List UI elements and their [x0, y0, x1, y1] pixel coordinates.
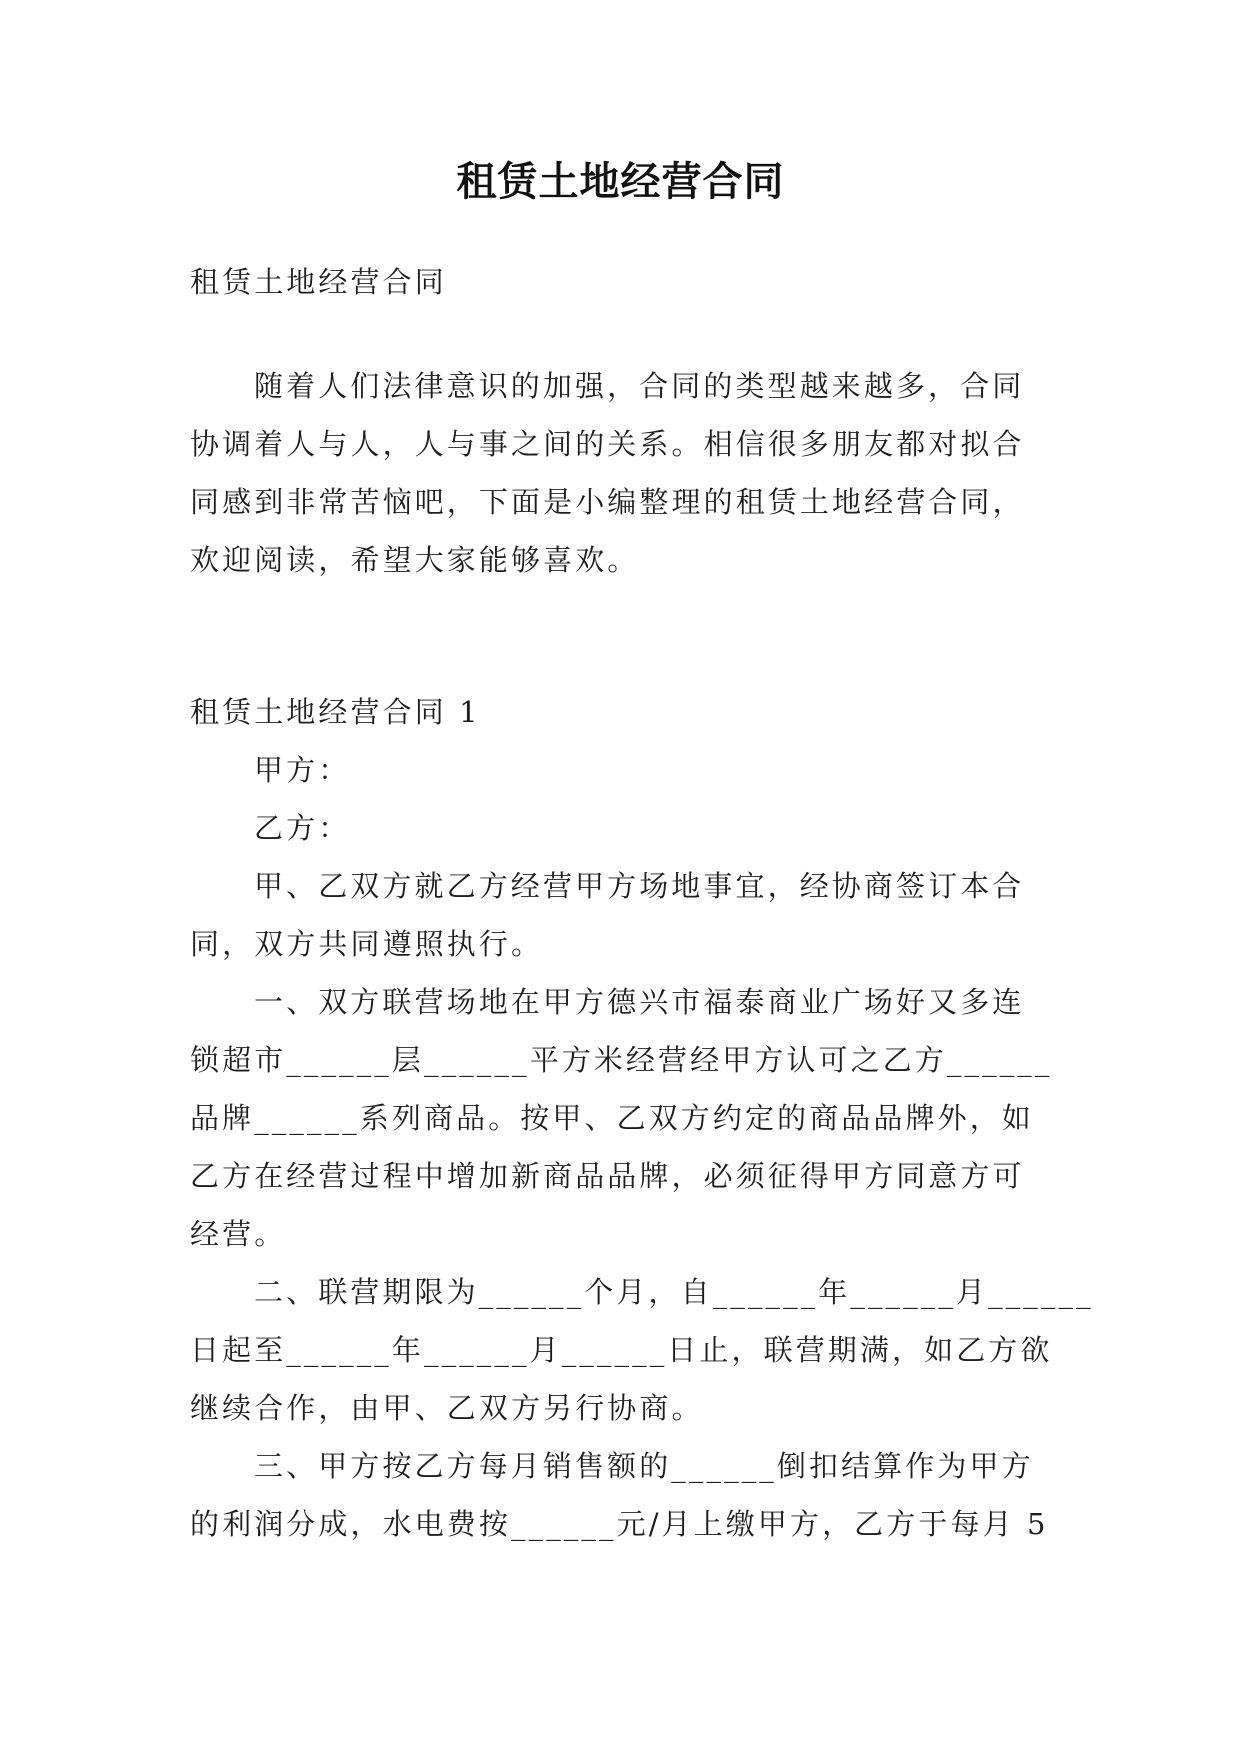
clause-2-line: 二、联营期限为______个月，自______年______月______	[254, 1275, 1094, 1309]
section-heading: 租赁土地经营合同 1	[190, 695, 481, 729]
party-b-label: 乙方：	[254, 811, 351, 845]
intro-line: 同感到非常苦恼吧，下面是小编整理的租赁土地经营合同，	[190, 485, 1025, 519]
clause-3-line: 三、甲方按乙方每月销售额的______倒扣结算作为甲方	[254, 1449, 1034, 1483]
intro-line: 随着人们法律意识的加强，合同的类型越来越多，合同	[254, 369, 1025, 403]
clause-1-line: 品牌______系列商品。按甲、乙双方约定的商品品牌外，如	[190, 1101, 1034, 1135]
clause-2-line: 日起至______年______月______日止，联营期满，如乙方欲	[190, 1333, 1053, 1367]
party-a-label: 甲方：	[254, 753, 351, 787]
body-line: 同，双方共同遵照执行。	[190, 927, 544, 961]
document-title: 租赁土地经营合同	[456, 158, 785, 205]
clause-1-line: 乙方在经营过程中增加新商品品牌，必须征得甲方同意方可	[190, 1159, 1025, 1193]
clause-2-line: 继续合作，由甲、乙双方另行协商。	[190, 1391, 704, 1425]
clause-1-line: 一、双方联营场地在甲方德兴市福泰商业广场好又多连	[254, 985, 1025, 1019]
intro-line: 协调着人与人，人与事之间的关系。相信很多朋友都对拟合	[190, 427, 1025, 461]
body-line: 甲、乙双方就乙方经营甲方场地事宜，经协商签订本合	[254, 869, 1025, 903]
intro-line: 欢迎阅读，希望大家能够喜欢。	[190, 543, 640, 577]
clause-1-line: 经营。	[190, 1217, 287, 1251]
clause-1-line: 锁超市______层______平方米经营经甲方认可之乙方______	[190, 1043, 1053, 1077]
document-subtitle: 租赁土地经营合同	[190, 265, 447, 299]
clause-3-line: 的利润分成，水电费按______元/月上缴甲方，乙方于每月 5	[190, 1507, 1049, 1541]
